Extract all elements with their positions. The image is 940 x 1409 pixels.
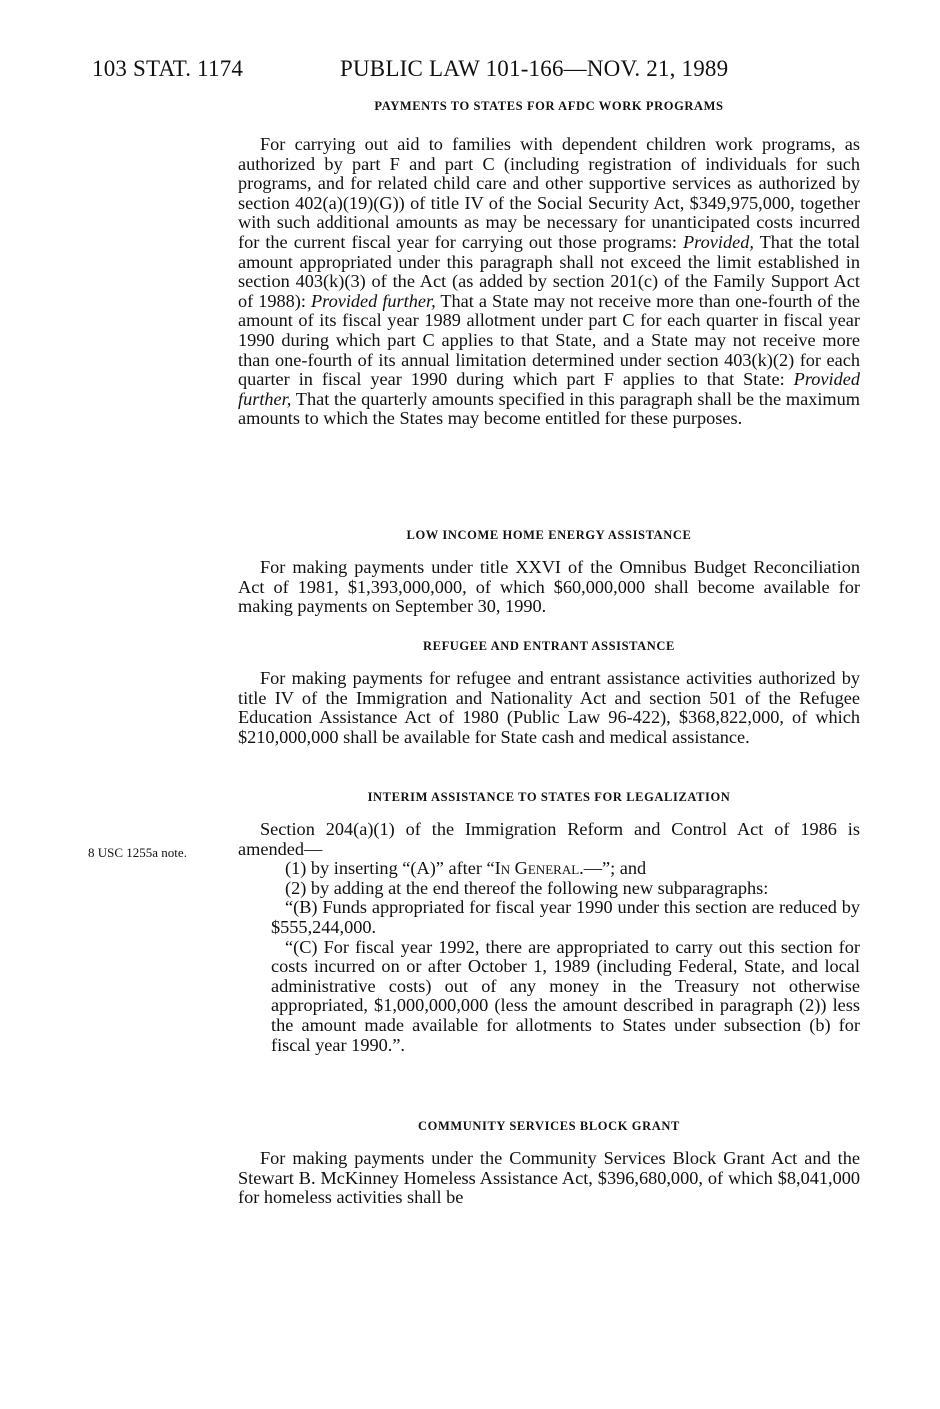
afdc-text-a: For carrying out aid to families with dependent children work programs, as authorized by part F and part C (including registration of individuals for such programs, and for related child care and other supportive services as authorized by section 402(a)(19)(G)) of title IV of the Social Security Act, $349,975,000, together with such additional amounts as may be necessary for unanticipated costs incurred for the current fiscal year for carrying out those programs: xyxy=(238,134,860,252)
afdc-text-c: That a State may not receive more than one-fourth of the amount of its fiscal year 1989 allotment under part C for each quarter in fiscal year 1990 during which part C applies to that State, and a State may not receive more than one-fourth of its annual limitation determined under section 403(k)(2) for each quarter in fiscal year 1990 during which part F applies to that State: xyxy=(238,290,860,390)
interim-item-2: (2) by adding at the end thereof the following new subparagraphs: xyxy=(285,877,769,898)
refugee-paragraph xyxy=(238,669,860,747)
refugee-heading: REFUGEE AND ENTRANT ASSISTANCE xyxy=(423,639,675,653)
csbg-text: For making payments under the Community Services Block Grant Act and the Stewart B. McKinney Homeless Assistance Act, $396,680,000, of which $8,041,000 for homeless activities shall be xyxy=(238,1148,860,1208)
interim-item-1 xyxy=(238,859,860,879)
margin-note: 8 USC 1255a note. xyxy=(88,845,187,860)
refugee-text: For making payments for refugee and entrant assistance activities authorized by title IV of the Immigration and Nationality Act and section 501 of the Refugee Education Assistance Act of 1980 (Public Law 96-422), $368,822,000, of which $210,000,000 shall be available for State cash and medical assistance. xyxy=(238,668,860,747)
interim-item-1-smallcaps: In General xyxy=(494,858,580,879)
csbg-heading: COMMUNITY SERVICES BLOCK GRANT xyxy=(418,1119,680,1133)
liheap-heading: LOW INCOME HOME ENERGY ASSISTANCE xyxy=(406,528,692,542)
public-law-title: PUBLIC LAW 101-166—NOV. 21, 1989 xyxy=(340,56,729,81)
interim-intro: Section 204(a)(1) of the Immigration Reform and Control Act of 1986 is amended— xyxy=(238,819,860,859)
afdc-paragraph xyxy=(238,135,860,429)
csbg-paragraph xyxy=(238,1149,860,1208)
interim-item-1-text-b: .—”; and xyxy=(579,858,647,879)
afdc-text-b: That the total amount appropriated under this paragraph shall not exceed the limit established in section 403(k)(3) of the Act (as added by section 201(c) of the Family Support Act of 1988): xyxy=(238,231,860,311)
interim-quote-c: “(C) For fiscal year 1992, there are appropriated to carry out this section for costs incurred on or after October 1, 1989 (including Federal, State, and local administrative costs) out of any money in the Treasury not otherwise appropriated, $1,000,000,000 (less the amount described in paragraph (2)) less the amount made available for allotments to States under subsection (b) for fiscal year 1990.”. xyxy=(271,936,860,1055)
afdc-provided-2: Provided further, xyxy=(310,290,436,311)
afdc-provided-1: Provided, xyxy=(683,231,754,252)
afdc-heading: PAYMENTS TO STATES FOR AFDC WORK PROGRAMS xyxy=(374,99,724,113)
interim-quote-b: “(B) Funds appropriated for fiscal year 1990 under this section are reduced by $555,244,000. xyxy=(271,897,860,937)
liheap-text: For making payments under title XXVI of the Omnibus Budget Reconciliation Act of 1981, $1,393,000,000, of which $60,000,000 shall become available for making payments on September 30, 1990. xyxy=(238,557,860,617)
interim-item-1-text-a: (1) by inserting “(A)” after “ xyxy=(285,858,495,879)
afdc-text-d: That the quarterly amounts specified in this paragraph shall be the maximum amounts to which the States may become entitled for these purposes. xyxy=(238,388,860,429)
interim-heading: INTERIM ASSISTANCE TO STATES FOR LEGALIZATION xyxy=(367,790,731,804)
interim-body xyxy=(238,820,860,1055)
liheap-paragraph xyxy=(238,558,860,617)
statute-page-number: 103 STAT. 1174 xyxy=(92,56,244,81)
afdc-provided-3: Provided further, xyxy=(238,369,860,409)
